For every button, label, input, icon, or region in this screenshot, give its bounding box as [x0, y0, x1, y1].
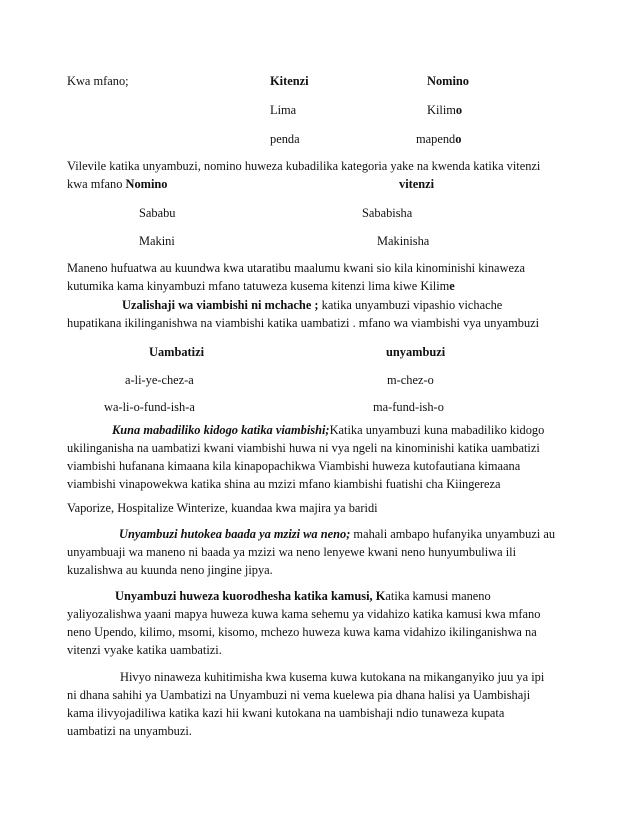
para5-line1: Vaporize, Hospitalize Winterize, kuandaa kwa majira ya baridi: [67, 501, 378, 515]
table1-row2-nomino: mapendo: [416, 132, 462, 146]
para6-line2: unyambuaji wa maneno ni baada ya mzizi wa neno lenyewe kwani neno hunyumbuliwa ili: [67, 545, 517, 559]
table1-row1-kitenzi: Lima: [270, 103, 297, 117]
para1-line1: Vilevile katika unyambuzi, nomino huweza kubadilika kategoria yake na kwenda katika vitenzi: [67, 159, 541, 173]
para4-line1: Kuna mabadiliko kidogo katika viambishi;Katika unyambuzi kuna mabadiliko kidogo: [112, 423, 545, 437]
table2-row1-left: Sababu: [139, 206, 176, 220]
para8-line3: kama ilivyojadiliwa katika kazi hii kwani kutokana na uambishaji ndio tunaweza kupata: [67, 706, 505, 720]
para8-line1: Hivyo ninaweza kuhitimisha kwa kusema kuwa kutokana na mikanganyiko juu ya ipi: [120, 670, 545, 684]
para4-line2: ukilinganisha na uambatizi kwani viambishi huwa ni vya ngeli na kinominishi katika uambatizi: [67, 441, 540, 455]
para6-line3: kuzalishwa au kuunda neno jingine jipya.: [67, 563, 273, 577]
example-label: Kwa mfano;: [67, 74, 129, 88]
table3-row1-right: m-chez-o: [387, 373, 434, 387]
para7-line3: neno Upendo, kilimo, msomi, kisomo, mchezo huweza kuwa kama vidahizo ikilinganishwa na: [67, 625, 537, 639]
para6-line1: Unyambuzi hutokea baada ya mzizi wa neno; mahali ambapo hufanyika unyambuzi au: [119, 527, 556, 541]
table1-row2-kitenzi: penda: [270, 132, 300, 146]
header-kitenzi: Kitenzi: [270, 74, 309, 88]
table3-header-left: Uambatizi: [149, 345, 205, 359]
para1-line2: kwa mfano Nomino: [67, 177, 168, 191]
table3-header-right: unyambuzi: [386, 345, 446, 359]
para7-line4: vitenzi vyake katika uambatizi.: [67, 643, 222, 657]
para7-line2: yaliyozalishwa yaani mapya huweza kuwa kama sehemu ya vidahizo katika kamusi kwa mfano: [67, 607, 541, 621]
table3-row2-right: ma-fund-ish-o: [373, 400, 444, 414]
para4-line3: viambishi hufanana kimaana kila kinapopachikwa Viambishi huweza kutofautiana kimaana: [67, 459, 521, 473]
table2-row1-right: Sababisha: [362, 206, 413, 220]
para8-line2: ni dhana sahihi ya Uambatizi na Unyambuzi ni vema kuelewa pia dhana halisi ya Uambishaji: [67, 688, 531, 702]
para2-line1: Maneno hufuatwa au kuundwa kwa utaratibu maalumu kwani sio kila kinominishi kinaweza: [67, 261, 525, 275]
para2-line2: kutumika kama kinyambuzi mfano tatuweza kusema kitenzi lima kiwe Kilime: [67, 279, 455, 293]
table2-row2-right: Makinisha: [377, 234, 430, 248]
para4-line4: viambishi vinapowekwa katika shina au mzizi mfano kiambishi fuatishi cha Kiingereza: [67, 477, 501, 491]
table2-row2-left: Makini: [139, 234, 175, 248]
table1-row1-nomino: Kilimo: [427, 103, 463, 117]
table3-row1-left: a-li-ye-chez-a: [125, 373, 194, 387]
para7-line1: Unyambuzi huweza kuorodhesha katika kamusi, Katika kamusi maneno: [115, 589, 491, 603]
header-nomino: Nomino: [427, 74, 469, 88]
table3-row2-left: wa-li-o-fund-ish-a: [104, 400, 195, 414]
para3-line2: hupatikana ikilinganishwa na viambishi katika uambatizi . mfano wa viambishi vya unyambuzi: [67, 316, 540, 330]
para1-vitenzi: vitenzi: [399, 177, 435, 191]
para3-line1: Uzalishaji wa viambishi ni mchache ; katika unyambuzi vipashio vichache: [122, 298, 503, 312]
para8-line4: uambatizi na unyambuzi.: [67, 724, 192, 738]
